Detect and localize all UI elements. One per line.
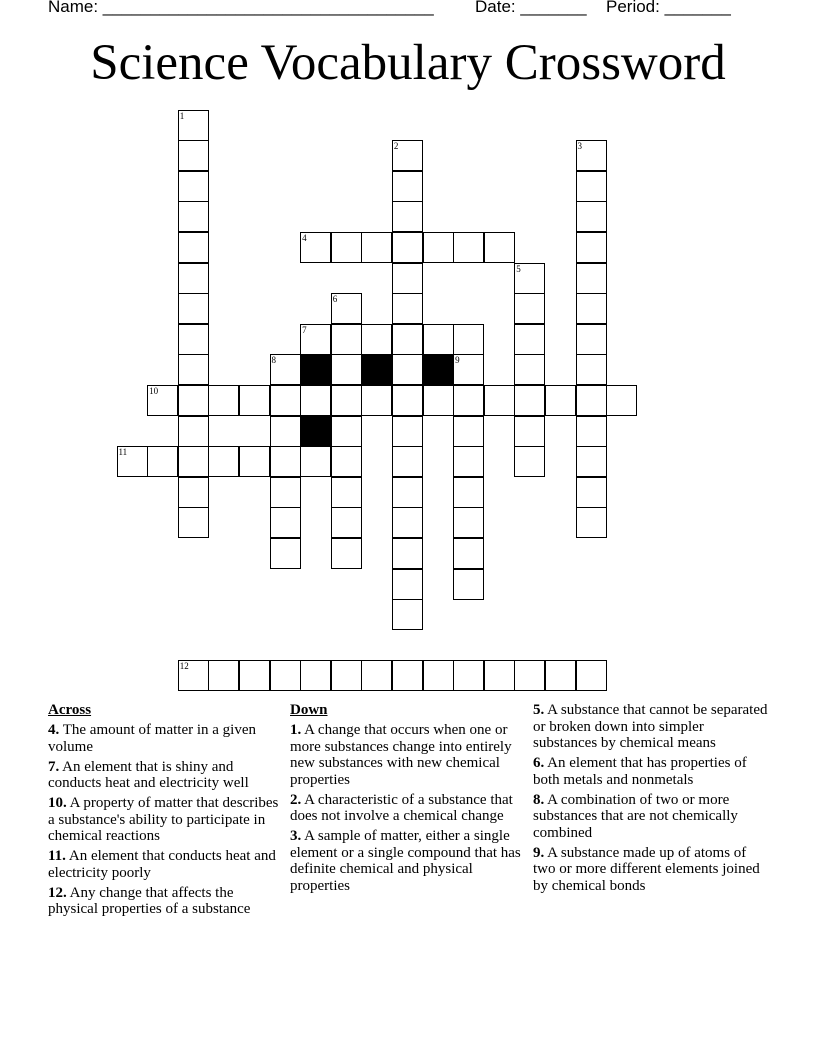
- crossword-square[interactable]: [576, 324, 607, 355]
- crossword-square[interactable]: [423, 232, 454, 263]
- crossword-square[interactable]: [178, 293, 209, 324]
- clue-number: 3.: [290, 828, 302, 844]
- crossword-square[interactable]: [331, 354, 362, 385]
- crossword-square[interactable]: [453, 416, 484, 447]
- crossword-square[interactable]: [239, 660, 270, 691]
- page-title: Science Vocabulary Crossword: [90, 35, 726, 91]
- crossword-square[interactable]: [576, 171, 607, 202]
- crossword-square[interactable]: [178, 354, 209, 385]
- crossword-square[interactable]: [392, 140, 423, 171]
- crossword-square[interactable]: [392, 538, 423, 569]
- crossword-square[interactable]: [392, 324, 423, 355]
- clue-item: [533, 792, 769, 842]
- down-heading: Down: [290, 702, 328, 718]
- crossword-square[interactable]: [576, 263, 607, 294]
- crossword-square[interactable]: [331, 416, 362, 447]
- crossword-square[interactable]: [576, 201, 607, 232]
- name-field[interactable]: Name: ___________________________________: [48, 0, 434, 16]
- crossword-square[interactable]: [453, 385, 484, 416]
- crossword-square[interactable]: [423, 324, 454, 355]
- clue-number: 7.: [48, 758, 60, 775]
- crossword-square[interactable]: [239, 385, 270, 416]
- crossword-square[interactable]: [453, 354, 484, 385]
- crossword-square[interactable]: [545, 660, 576, 691]
- clue-text: An element that has properties of both metals and nonmetals: [533, 755, 747, 788]
- clue-number: 12.: [48, 884, 67, 901]
- clue-item: [48, 722, 284, 755]
- crossword-square[interactable]: [514, 324, 545, 355]
- crossword-square[interactable]: [178, 507, 209, 538]
- square-number: 9: [455, 355, 460, 366]
- crossword-square[interactable]: [270, 477, 301, 508]
- clue-text: A combination of two or more substances that are not chemically combined: [533, 791, 738, 841]
- square-number: 10: [149, 385, 159, 396]
- crossword-square[interactable]: [392, 354, 423, 385]
- crossword-square[interactable]: [331, 385, 362, 416]
- crossword-square[interactable]: [361, 660, 392, 691]
- crossword-square[interactable]: [178, 232, 209, 263]
- clue-item: [290, 828, 526, 894]
- crossword-square[interactable]: [484, 660, 515, 691]
- crossword-square[interactable]: [392, 660, 423, 691]
- clue-number: 8.: [533, 791, 545, 808]
- clue-number: 6.: [533, 755, 545, 771]
- crossword-square[interactable]: [331, 538, 362, 569]
- crossword-square[interactable]: [300, 385, 331, 416]
- crossword-square[interactable]: [576, 140, 607, 171]
- clue-number: 1.: [290, 722, 302, 738]
- crossword-square[interactable]: [300, 446, 331, 477]
- crossword-square[interactable]: [576, 385, 607, 416]
- crossword-square[interactable]: [423, 660, 454, 691]
- crossword-square[interactable]: [300, 232, 331, 263]
- crossword-square[interactable]: [576, 507, 607, 538]
- crossword-square[interactable]: [178, 416, 209, 447]
- crossword-square[interactable]: [270, 538, 301, 569]
- blocked-square: [300, 416, 331, 447]
- crossword-square[interactable]: [331, 232, 362, 263]
- clue-text: A substance made up of atoms of two or more different elements joined by chemical bonds: [533, 844, 760, 894]
- crossword-square[interactable]: [392, 446, 423, 477]
- clue-item: [533, 845, 769, 895]
- crossword-square[interactable]: [331, 293, 362, 324]
- square-number: 3: [577, 141, 582, 152]
- across-heading: Across: [48, 702, 92, 718]
- crossword-square[interactable]: [392, 507, 423, 538]
- crossword-square[interactable]: [606, 385, 637, 416]
- crossword-square[interactable]: [392, 293, 423, 324]
- crossword-square[interactable]: [392, 569, 423, 600]
- crossword-square[interactable]: [270, 446, 301, 477]
- crossword-square[interactable]: [514, 416, 545, 447]
- crossword-square[interactable]: [239, 446, 270, 477]
- crossword-square[interactable]: [270, 507, 301, 538]
- crossword-square[interactable]: [392, 477, 423, 508]
- clue-number: 9.: [533, 844, 545, 861]
- clue-item: [533, 702, 769, 752]
- crossword-square[interactable]: [453, 446, 484, 477]
- crossword-square[interactable]: [514, 660, 545, 691]
- blocked-square: [423, 354, 454, 385]
- crossword-square[interactable]: [576, 446, 607, 477]
- crossword-square[interactable]: [331, 660, 362, 691]
- clue-item: [48, 848, 284, 881]
- crossword-square[interactable]: [117, 446, 148, 477]
- crossword-square[interactable]: [300, 660, 331, 691]
- crossword-square[interactable]: [576, 293, 607, 324]
- clue-item: [533, 755, 769, 788]
- crossword-square[interactable]: [392, 232, 423, 263]
- square-number: 8: [271, 355, 276, 366]
- clue-text: An element that is shiny and conducts heat and electricity well: [48, 758, 249, 791]
- crossword-square[interactable]: [392, 263, 423, 294]
- clue-item: [48, 795, 284, 845]
- crossword-square[interactable]: [514, 385, 545, 416]
- square-number: 6: [332, 294, 338, 305]
- crossword-square[interactable]: [514, 263, 545, 294]
- clue-item: [48, 885, 284, 918]
- crossword-square[interactable]: [208, 385, 239, 416]
- square-number: 11: [118, 447, 128, 458]
- clue-text: The amount of matter in a given volume: [48, 722, 257, 755]
- crossword-square[interactable]: [147, 385, 178, 416]
- square-number: 12: [179, 661, 189, 672]
- clue-text: A characteristic of a substance that does not involve a chemical change: [290, 791, 513, 824]
- date-field[interactable]: Date: _______: [475, 0, 587, 16]
- square-number: 4: [302, 232, 307, 243]
- down-clues-column: [290, 702, 526, 898]
- blocked-square: [300, 354, 331, 385]
- crossword-square[interactable]: [392, 201, 423, 232]
- crossword-square[interactable]: [514, 354, 545, 385]
- crossword-square[interactable]: [453, 507, 484, 538]
- crossword-square[interactable]: [453, 569, 484, 600]
- crossword-square[interactable]: [270, 660, 301, 691]
- crossword-square[interactable]: [331, 507, 362, 538]
- clue-number: 11.: [48, 848, 66, 864]
- crossword-square[interactable]: [270, 416, 301, 447]
- crossword-square[interactable]: [576, 416, 607, 447]
- crossword-square[interactable]: [178, 660, 209, 691]
- across-clues-column: [48, 702, 284, 921]
- crossword-square[interactable]: [178, 263, 209, 294]
- crossword-square[interactable]: [178, 171, 209, 202]
- crossword-square[interactable]: [178, 477, 209, 508]
- crossword-square[interactable]: [392, 599, 423, 630]
- crossword-square[interactable]: [178, 201, 209, 232]
- clue-text: Any change that affects the physical properties of a substance: [48, 884, 251, 917]
- crossword-square[interactable]: [453, 660, 484, 691]
- crossword-square[interactable]: [361, 232, 392, 263]
- crossword-square[interactable]: [178, 446, 209, 477]
- crossword-square[interactable]: [178, 110, 209, 141]
- crossword-square[interactable]: [453, 232, 484, 263]
- clue-number: 10.: [48, 795, 67, 811]
- crossword-square[interactable]: [545, 385, 576, 416]
- crossword-square[interactable]: [392, 171, 423, 202]
- clue-number: 4.: [48, 722, 60, 738]
- crossword-square[interactable]: [331, 446, 362, 477]
- clue-text: A property of matter that describes a substance's ability to participate in chemical reactions: [48, 795, 279, 844]
- crossword-square[interactable]: [576, 354, 607, 385]
- crossword-square[interactable]: [453, 538, 484, 569]
- period-field[interactable]: Period: _______: [606, 0, 731, 16]
- square-number: 7: [302, 324, 307, 335]
- crossword-square[interactable]: [300, 324, 331, 355]
- crossword-square[interactable]: [576, 232, 607, 263]
- crossword-square[interactable]: [484, 385, 515, 416]
- crossword-square[interactable]: [484, 232, 515, 263]
- crossword-square[interactable]: [361, 324, 392, 355]
- clue-item: [290, 792, 526, 825]
- crossword-square[interactable]: [270, 385, 301, 416]
- crossword-square[interactable]: [178, 324, 209, 355]
- student-info-line: [48, 0, 788, 18]
- crossword-square[interactable]: [147, 446, 178, 477]
- square-number: 1: [179, 110, 185, 121]
- clue-item: [48, 759, 284, 792]
- crossword-square[interactable]: [208, 446, 239, 477]
- crossword-square[interactable]: [453, 477, 484, 508]
- crossword-square[interactable]: [514, 293, 545, 324]
- crossword-square[interactable]: [208, 660, 239, 691]
- down-clues-column-continued: [533, 702, 769, 898]
- crossword-square[interactable]: [423, 385, 454, 416]
- crossword-square[interactable]: [361, 385, 392, 416]
- clue-number: 5.: [533, 702, 545, 718]
- clue-item: [290, 722, 526, 788]
- crossword-square[interactable]: [392, 416, 423, 447]
- crossword-square[interactable]: [392, 385, 423, 416]
- crossword-square[interactable]: [453, 324, 484, 355]
- clue-text: A sample of matter, either a single element or a single compound that has definite chemical and physical properties: [290, 828, 521, 894]
- square-number: 2: [393, 141, 399, 152]
- crossword-square[interactable]: [178, 385, 209, 416]
- clue-number: 2.: [290, 791, 302, 808]
- crossword-square[interactable]: [576, 477, 607, 508]
- clue-text: An element that conducts heat and electricity poorly: [48, 848, 276, 881]
- crossword-square[interactable]: [514, 446, 545, 477]
- square-number: 5: [516, 263, 521, 274]
- crossword-square[interactable]: [331, 477, 362, 508]
- crossword-square[interactable]: [178, 140, 209, 171]
- clue-text: A change that occurs when one or more substances change into entirely new substances with new chemical properties: [290, 722, 512, 788]
- crossword-square[interactable]: [331, 324, 362, 355]
- clue-text: A substance that cannot be separated or broken down into simpler substances by chemical means: [533, 702, 768, 751]
- blocked-square: [361, 354, 392, 385]
- crossword-square[interactable]: [576, 660, 607, 691]
- crossword-square[interactable]: [270, 354, 301, 385]
